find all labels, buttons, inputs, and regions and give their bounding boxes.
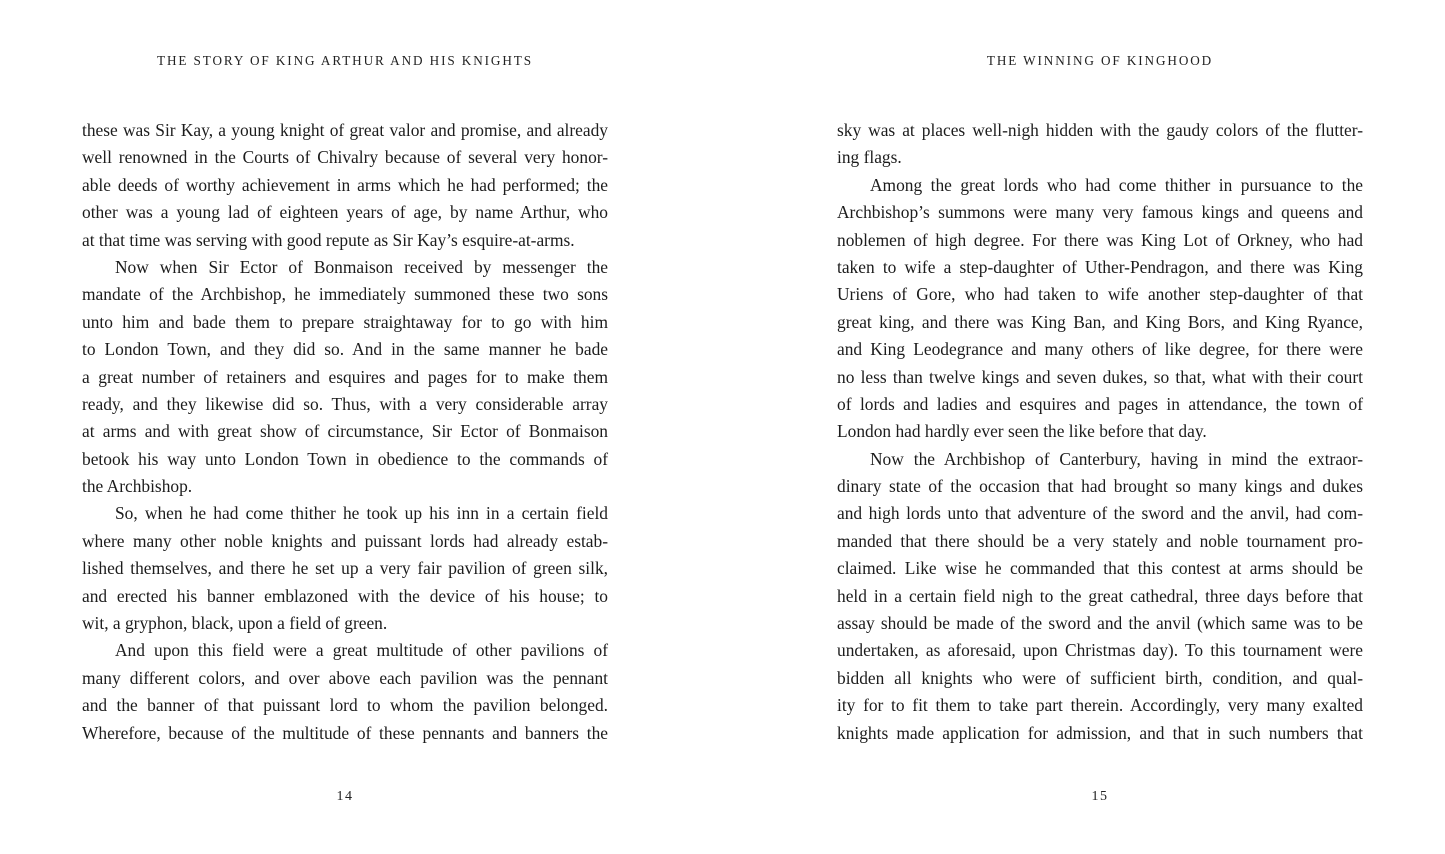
text-line: unto him and bade them to prepare straightaway for to go with him [82,311,608,332]
text-line: wit, a gryphon, black, upon a field of green. [82,613,388,634]
text-line: many different colors, and over above each pavilion was the pennant [82,667,608,688]
text-line: London had hardly ever seen the like before that day. [837,421,1207,442]
text-line: and erected his banner emblazoned with the device of his house; to [82,585,608,606]
text-line: to London Town, and they did so. And in the same manner he bade [82,339,608,360]
text-line: taken to wife a step-daughter of Uther-Pendragon, and there was King [837,256,1363,277]
text-line: great king, and there was King Ban, and King Bors, and King Ryance, [837,311,1363,332]
text-line: where many other noble knights and puissant lords had already estab- [82,530,608,551]
text-line: ity for to fit them to take part therein. Accordingly, very many exalted [837,695,1363,716]
body-text-left [82,117,608,747]
text-line: dinary state of the occasion that had brought so many kings and dukes [837,476,1363,497]
text-line: and high lords unto that adventure of the sword and the anvil, had com- [837,503,1363,524]
text-line: no less than twelve kings and seven dukes, so that, what with their court [837,366,1363,387]
text-line: manded that there should be a very stately and noble tournament pro- [837,530,1363,551]
text-line: lished themselves, and there he set up a very fair pavilion of green silk, [82,558,608,579]
page-number-left: 14 [336,789,354,804]
text-line: assay should be made of the sword and the anvil (which same was to be [837,613,1363,634]
body-text-right [837,117,1363,747]
text-line: undertaken, as aforesaid, upon Christmas day). To this tournament were [837,640,1363,661]
text-line: of lords and ladies and esquires and pages in attendance, the town of [837,393,1363,414]
running-head-left: THE STORY OF KING ARTHUR AND HIS KNIGHTS [157,53,533,68]
text-line: bidden all knights who were of sufficient birth, condition, and qual- [837,667,1363,688]
text-line: mandate of the Archbishop, he immediately summoned these two sons [82,284,608,305]
text-line: Archbishop’s summons were many very famous kings and queens and [837,202,1363,223]
text-line: held in a certain field nigh to the great cathedral, three days before that [837,585,1363,606]
text-line: at arms and with great show of circumstance, Sir Ector of Bonmaison [82,421,608,442]
text-line: and the banner of that puissant lord to whom the pavilion belonged. [82,695,608,716]
text-line: And upon this field were a great multitude of other pavilions of [115,640,608,661]
text-line: So, when he had come thither he took up his inn in a certain field [115,503,608,524]
text-line: ing flags. [837,147,902,168]
text-line: Uriens of Gore, who had taken to wife another step-daughter of that [837,284,1363,305]
text-line: other was a young lad of eighteen years of age, by name Arthur, who [82,202,608,223]
page-number-right: 15 [1091,789,1109,804]
text-line: claimed. Like wise he commanded that this contest at arms should be [837,558,1363,579]
text-line: at that time was serving with good repute as Sir Kay’s esquire-at-arms. [82,229,575,250]
text-line: these was Sir Kay, a young knight of great valor and promise, and already [82,120,608,140]
text-line: Among the great lords who had come thither in pursuance to the [870,174,1363,195]
running-head-right: THE WINNING OF KINGHOOD [986,53,1214,68]
text-line: the Archbishop. [82,476,193,497]
right-page [755,0,1445,854]
text-line: Now the Archbishop of Canterbury, having in mind the extraor- [870,448,1363,469]
text-line: and King Leodegrance and many others of like degree, for there were [837,339,1363,360]
text-line: ready, and they likewise did so. Thus, with a very considerable array [82,393,608,414]
text-line: betook his way unto London Town in obedience to the commands of [82,448,608,469]
left-page [0,0,690,854]
text-line: knights made application for admission, and that in such numbers that [837,722,1363,743]
text-line: sky was at places well-nigh hidden with the gaudy colors of the flutter- [837,120,1363,140]
text-line: a great number of retainers and esquires and pages for to make them [82,366,608,387]
text-line: Now when Sir Ector of Bonmaison received by messenger the [115,256,608,277]
text-line: noblemen of high degree. For there was King Lot of Orkney, who had [837,229,1363,250]
text-line: well renowned in the Courts of Chivalry because of several very honor- [82,147,608,168]
text-line: able deeds of worthy achievement in arms which he had performed; the [82,174,608,195]
text-line: Wherefore, because of the multitude of these pennants and banners the [82,722,608,743]
